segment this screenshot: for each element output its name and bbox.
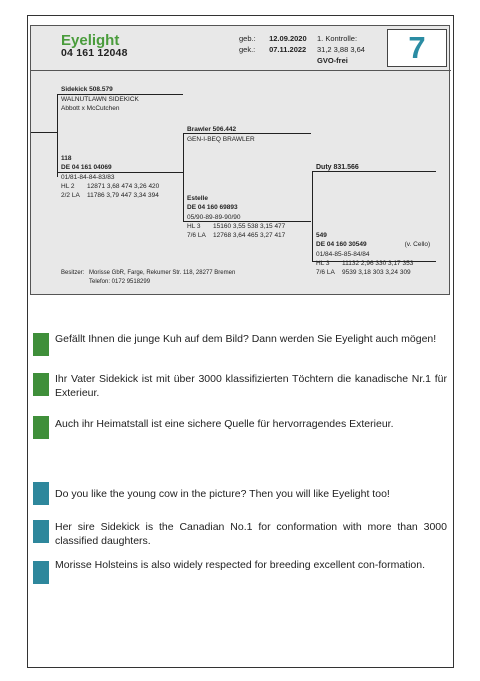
greatgrandsire-block <box>316 163 359 172</box>
control-title: 1. Kontrolle: <box>317 34 358 43</box>
sire-block <box>61 85 139 113</box>
greatgranddam-la-label: 7/6 LA <box>316 269 335 276</box>
greatgranddam-block <box>316 231 430 277</box>
calved-label: gek.: <box>239 45 256 54</box>
sire-parents: Abbott x McCutchen <box>61 105 120 112</box>
first-control <box>317 33 365 66</box>
animal-name: Eyelight <box>61 32 120 49</box>
birth-info <box>239 33 307 55</box>
greatgranddam-hl-values: 11132 2,96 330 3,17 353 <box>342 260 414 267</box>
dam-scores: 01/81-84-84-83/83 <box>61 174 115 181</box>
dam-number: 118 <box>61 155 72 162</box>
granddam-name: Estelle <box>187 195 208 202</box>
english-text-1: Do you like the young cow in the picture? Then you will like Eyelight too! <box>55 488 390 500</box>
pedigree-line <box>31 132 57 133</box>
granddam-hl-values: 15160 3,55 538 3,15 477 <box>213 223 286 230</box>
lot-number: 7 <box>387 29 447 67</box>
greatgranddam-number: 549 <box>316 232 327 239</box>
german-text-3: Auch ihr Heimatstall ist eine sichere Quelle für hervorragendes Exterieur. <box>55 418 394 430</box>
granddam-la-label: 7/6 LA <box>187 232 206 239</box>
owner-phone: Telefon: 0172 9518299 <box>89 279 151 285</box>
owner-label: Besitzer: <box>61 270 85 276</box>
german-marker <box>33 333 49 356</box>
granddam-block <box>187 194 285 240</box>
pedigree-line <box>183 133 184 221</box>
granddam-hl-label: HL 3 <box>187 223 201 230</box>
german-text-2: Ihr Vater Sidekick ist mit über 3000 klassifizierten Töchtern die kanadische Nr.1 für Exterieur. <box>55 373 447 399</box>
granddam-id: DE 04 160 69893 <box>187 204 238 211</box>
pedigree-line <box>312 171 313 261</box>
german-marker <box>33 416 49 439</box>
dam-id: DE 04 161 04069 <box>61 164 112 171</box>
greatgranddam-id: DE 04 160 30549 <box>316 241 367 248</box>
grandsire-name: Brawler 506.442 <box>187 126 237 133</box>
english-text-2: Her sire Sidekick is the Canadian No.1 for conformation with more than 3000 classified daughters. <box>55 521 447 547</box>
greatgranddam-note: (v. Cello) <box>404 241 431 248</box>
greatgrandsire-name: Duty 831.566 <box>316 164 359 171</box>
dam-hl-values: 12871 3,68 474 3,26 420 <box>87 183 160 190</box>
pedigree-line <box>57 94 58 177</box>
english-text-3: Morisse Holsteins is also widely respected for breeding excellent con-formation. <box>55 559 426 571</box>
greatgranddam-la-values: 9539 3,18 303 3,24 309 <box>342 269 411 276</box>
dam-la-values: 11786 3,79 447 3,34 394 <box>87 192 159 199</box>
english-marker <box>33 561 49 584</box>
sire-fullname: WALNUTLAWN SIDEKICK <box>61 96 139 103</box>
greatgranddam-hl-label: HL 3 <box>316 260 330 267</box>
animal-id: 04 161 12048 <box>61 47 128 59</box>
control-values: 31,2 3,88 3,64 <box>317 45 365 54</box>
card-header <box>31 26 451 71</box>
granddam-la-values: 12768 3,64 465 3,27 417 <box>213 232 286 239</box>
granddam-scores: 05/90-89-89-90/90 <box>187 214 241 221</box>
english-marker <box>33 520 49 543</box>
grandsire-fullname: GEN-I-BEQ BRAWLER <box>187 136 255 143</box>
german-marker <box>33 373 49 396</box>
control-status: GVO-frei <box>317 56 348 65</box>
pedigree-card <box>30 25 450 295</box>
born-label: geb.: <box>239 34 256 43</box>
dam-block <box>61 154 159 200</box>
german-text-1: Gefällt Ihnen die junge Kuh auf dem Bild? Dann werden Sie Eyelight auch mögen! <box>55 333 437 345</box>
dam-la-label: 2/2 LA <box>61 192 80 199</box>
dam-hl-label: HL 2 <box>61 183 75 190</box>
owner-address: Morisse GbR, Farge, Rekumer Str. 118, 28277 Bremen <box>89 270 236 276</box>
born-date: 12.09.2020 <box>269 34 307 43</box>
owner-block <box>61 269 235 287</box>
calved-date: 07.11.2022 <box>269 45 307 54</box>
greatgranddam-scores: 01/84-85-85-84/84 <box>316 251 370 258</box>
sire-name: Sidekick 508.579 <box>61 86 113 93</box>
english-marker <box>33 482 49 505</box>
grandsire-block <box>187 125 255 144</box>
